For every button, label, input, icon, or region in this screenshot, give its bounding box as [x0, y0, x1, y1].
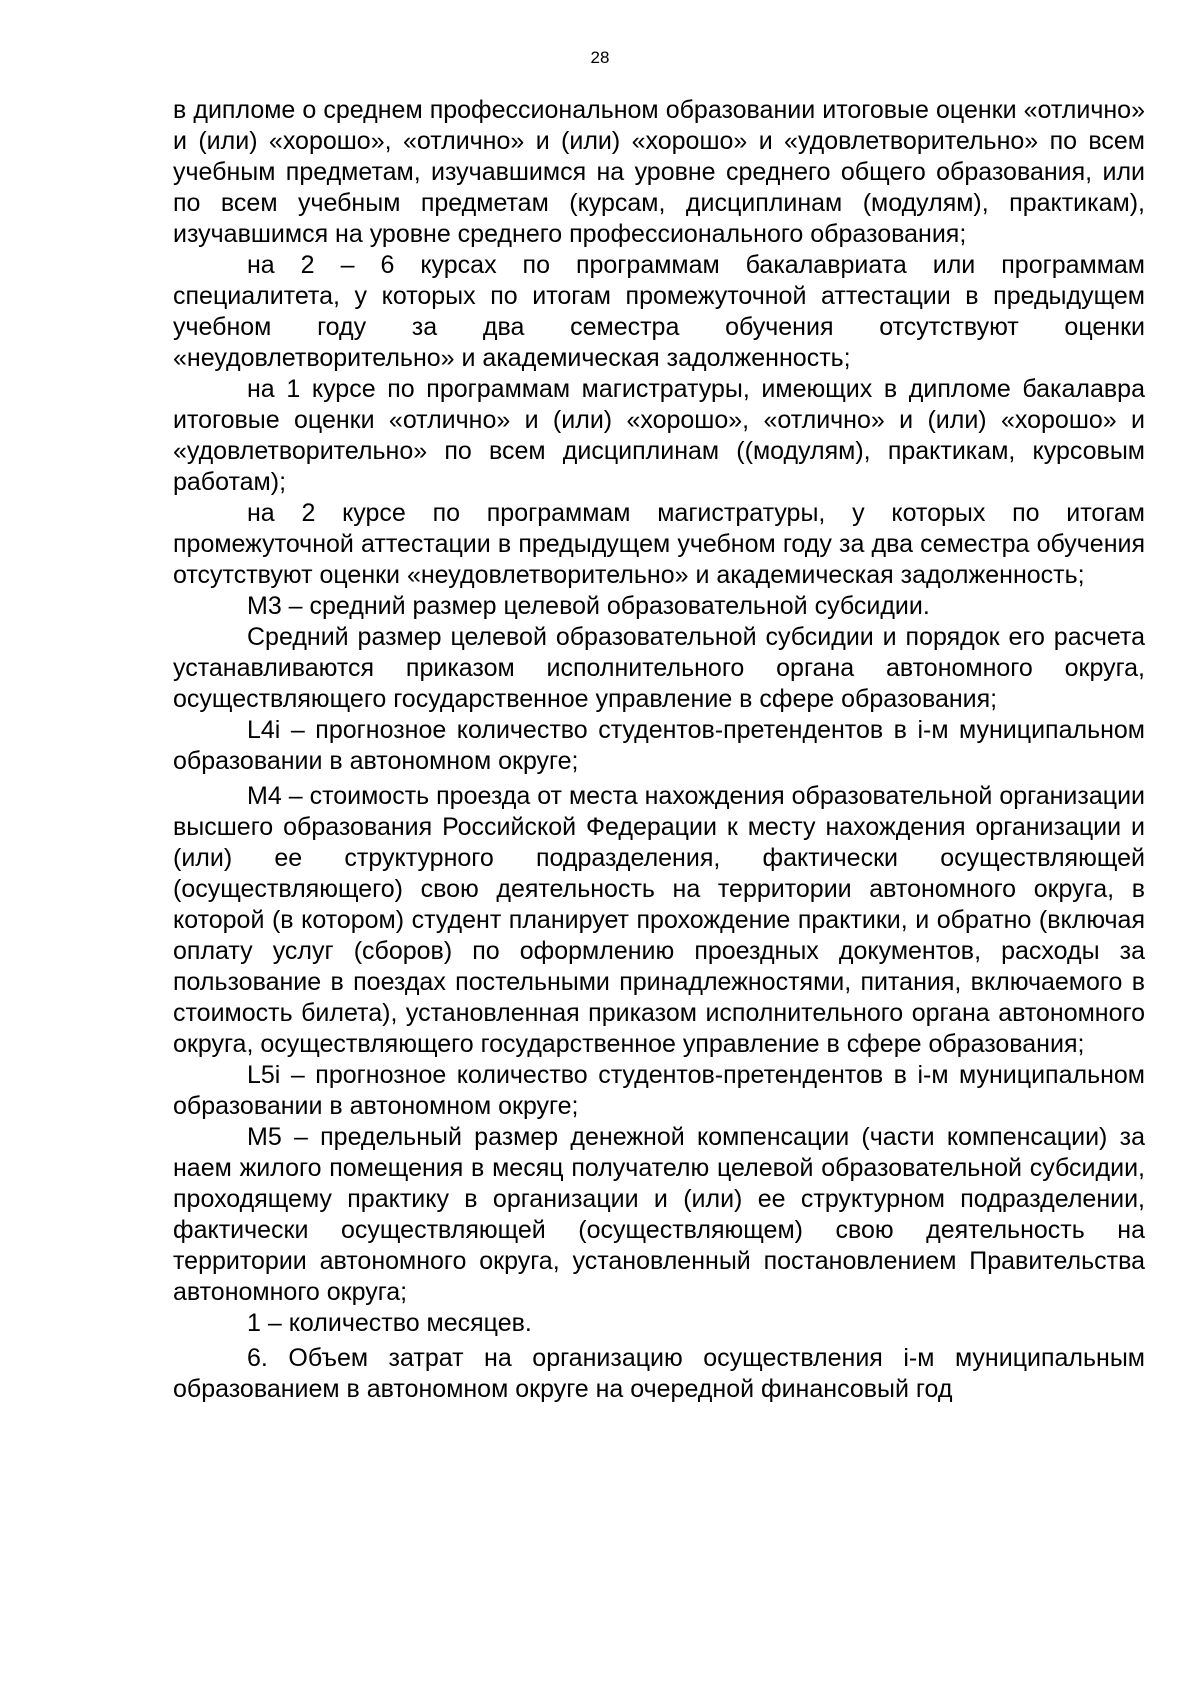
- paragraph: 1 – количество месяцев.: [247, 1309, 532, 1337]
- paragraph: М3 – средний размер целевой образовательной субсидии.: [247, 592, 930, 620]
- paragraph: на 2 курсе по программам магистратуры, у которых по итогам промежуточной аттестации в предыдущем учебном году за два семестра обучения отсутствуют оценки «неудовлетворительно» и академическая задолженность;: [173, 499, 1145, 589]
- paragraph: в дипломе о среднем профессиональном образовании итоговые оценки «отлично» и (или) «хорошо», «отлично» и (или) «хорошо» и «удовлетворительно» по всем учебным предметам, изучавшимся на уровне среднего общего образования, или по всем учебным предметам (курсам, дисциплинам (модулям), практикам), изучавшимся на уровне среднего профессионального образования;: [173, 96, 1145, 248]
- document-body: [173, 95, 1145, 1405]
- paragraph: М5 – предельный размер денежной компенсации (части компенсации) за наем жилого помещения в месяц получателю целевой образовательной субсидии, проходящему практику в организации и (или) ее структурном подразделении, фактически осуществляющей (осуществляющем) свою деятельность на территории автономного округа, установленный постановлением Правительства автономного округа;: [173, 1123, 1145, 1306]
- paragraph: L4i – прогнозное количество студентов-претендентов в i-м муниципальном образовании в автономном округе;: [173, 716, 1145, 775]
- paragraph: на 1 курсе по программам магистратуры, имеющих в дипломе бакалавра итоговые оценки «отлично» и (или) «хорошо», «отлично» и (или) «хорошо» и «удовлетворительно» по всем дисциплинам ((модулям), практикам, курсовым работам);: [173, 375, 1145, 496]
- paragraph: L5i – прогнозное количество студентов-претендентов в i-м муниципальном образовании в автономном округе;: [173, 1061, 1145, 1120]
- paragraph: М4 – стоимость проезда от места нахождения образовательной организации высшего образования Российской Федерации к месту нахождения организации и (или) ее структурного подразделения, фактически осуществляющей (осуществляющего) свою деятельность на территории автономного округа, в которой (в котором) студент планирует прохождение практики, и обратно (включая оплату услуг (сборов) по оформлению проездных документов, расходы за пользование в поездах постельными принадлежностями, питания, включаемого в стоимость билета), установленная приказом исполнительного органа автономного округа, осуществляющего государственное управление в сфере образования;: [173, 782, 1145, 1058]
- paragraph: на 2 – 6 курсах по программам бакалавриата или программам специалитета, у которых по итогам промежуточной аттестации в предыдущем учебном году за два семестра обучения отсутствуют оценки «неудовлетворительно» и академическая задолженность;: [173, 251, 1145, 372]
- paragraph: Средний размер целевой образовательной субсидии и порядок его расчета устанавливаются приказом исполнительного органа автономного округа, осуществляющего государственное управление в сфере образования;: [173, 623, 1145, 713]
- page-number: 28: [590, 48, 610, 67]
- paragraph: 6. Объем затрат на организацию осуществления i-м муниципальным образованием в автономном округе на очередной финансовый год: [173, 1344, 1145, 1403]
